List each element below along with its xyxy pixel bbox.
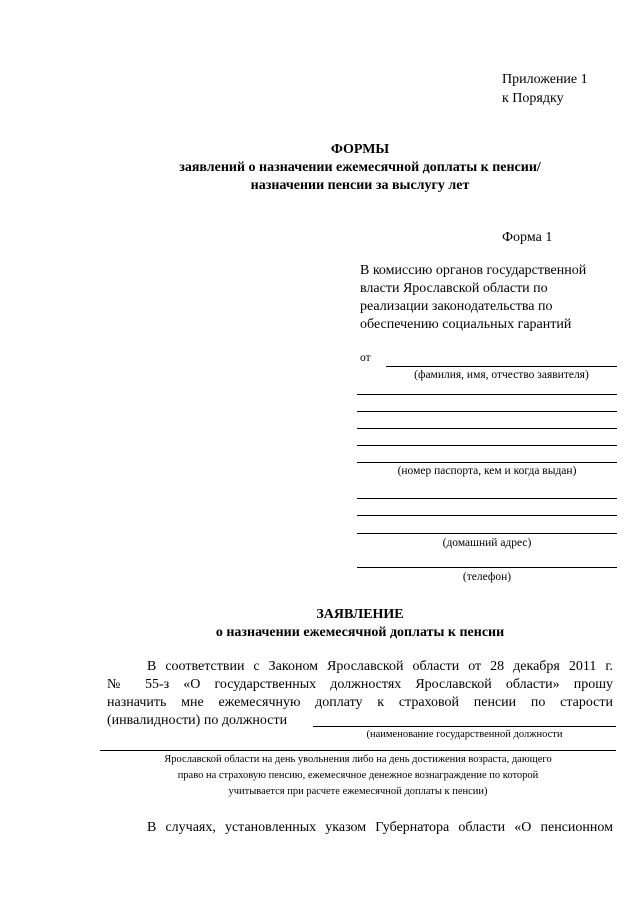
address-field-line[interactable] bbox=[357, 533, 617, 534]
statement-title: ЗАЯВЛЕНИЕ bbox=[316, 607, 404, 622]
note-line-1: Ярославской области на день увольнения либо на день достижения возраста, дающего bbox=[164, 754, 552, 765]
blank-line-4[interactable] bbox=[357, 445, 617, 446]
phone-caption: (телефон) bbox=[462, 571, 512, 583]
addressee-line-4: обеспечению социальных гарантий bbox=[360, 317, 572, 332]
addressee-line-3: реализации законодательства по bbox=[360, 299, 553, 314]
address-caption: (домашний адрес) bbox=[442, 537, 532, 549]
address-line-1[interactable] bbox=[357, 498, 617, 499]
forms-title: ФОРМЫ bbox=[330, 142, 390, 157]
position-field-line-2[interactable] bbox=[100, 750, 616, 751]
appendix-line-2: к Порядку bbox=[502, 91, 564, 106]
from-label: от bbox=[360, 352, 371, 364]
position-field-line[interactable] bbox=[313, 726, 616, 727]
para1-line-4: (инвалидности) по должности bbox=[107, 713, 288, 728]
appendix-line-1: Приложение 1 bbox=[502, 72, 588, 87]
name-field-line[interactable] bbox=[386, 366, 617, 367]
note-line-3: учитывается при расчете ежемесячной доплаты к пенсии) bbox=[228, 786, 488, 797]
addressee-line-1: В комиссию органов государственной bbox=[360, 263, 587, 278]
form-label: Форма 1 bbox=[502, 230, 553, 245]
forms-subtitle-line-1: заявлений о назначении ежемесячной доплаты к пенсии/ bbox=[179, 160, 541, 175]
phone-field-line[interactable] bbox=[357, 567, 617, 568]
note-line-2: право на страховую пенсию, ежемесячное денежное вознаграждение по которой bbox=[177, 770, 539, 781]
addressee-line-2: власти Ярославской области по bbox=[360, 281, 548, 296]
para2-line-1: В случаях, установленных указом Губернатора области «О пенсионном bbox=[147, 820, 613, 835]
para1-line-3: назначить мне ежемесячную доплату к страховой пенсии по старости bbox=[107, 695, 613, 710]
blank-line-3[interactable] bbox=[357, 428, 617, 429]
statement-subtitle: о назначении ежемесячной доплаты к пенсии bbox=[215, 625, 505, 640]
address-line-2[interactable] bbox=[357, 515, 617, 516]
para1-line-2: № 55-з «О государственных должностях Ярославской области» прошу bbox=[107, 677, 613, 692]
blank-line-1[interactable] bbox=[357, 394, 617, 395]
passport-field-line[interactable] bbox=[357, 462, 617, 463]
position-caption: (наименование государственной должности bbox=[366, 729, 563, 740]
name-caption: (фамилия, имя, отчество заявителя) bbox=[414, 369, 589, 381]
forms-subtitle-line-2: назначении пенсии за выслугу лет bbox=[250, 178, 470, 193]
para1-line-1: В соответствии с Законом Ярославской области от 28 декабря 2011 г. bbox=[147, 659, 613, 674]
passport-caption: (номер паспорта, кем и когда выдан) bbox=[397, 465, 577, 477]
blank-line-2[interactable] bbox=[357, 411, 617, 412]
